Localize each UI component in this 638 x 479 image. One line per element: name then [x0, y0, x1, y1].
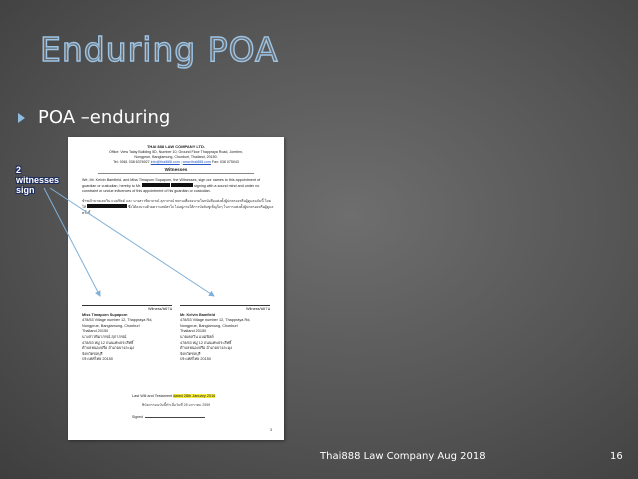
witness-paragraph-start: We, Mr. Kelvin Bamfield, and Miss Timaporn Supaporn, the Witnesses, sign our names to this appointment of guardian or custodian, hereby to Mr.	[82, 178, 261, 189]
address-line-2: Nongprue, Banglamung, Chonburi, Thailand, 20150.	[134, 155, 218, 159]
witness-paragraph-end: signing with a sound mind and under no constraint or undue influences of this appointment of his guardian or custodian.	[82, 184, 260, 194]
witness-left-line: ตำบลหนองปรือ อำเภอบางละมุง	[82, 346, 134, 351]
witness-right-line: ตำบลหนองปรือ อำเภอบางละมุง	[180, 346, 232, 351]
witness-left-line: จังหวัดชลบุรี	[82, 351, 103, 356]
witness-left-name: Miss Timaporn Supaporn	[82, 312, 128, 317]
thai-paragraph-end: ซึ่งได้ลงนามด้วยความสมัครใจ ไม่อยู่ภายใต้การบังคับขู่เข็ญใดๆ ในการแต่งตั้งผู้ปกครองหรือผู้ดูแลครั้งนี้	[82, 204, 274, 215]
slide-footer: Thai888 Law Company Aug 2018	[320, 451, 486, 462]
witness-left-line: Nongprue, Banglamung, Chonburi	[82, 323, 140, 328]
witness-right-line: ประเทศไทย 20150	[180, 357, 211, 362]
will-label: Last Will and Testament	[132, 394, 174, 398]
signature-line-right: Witness/พยาน	[180, 305, 270, 313]
witness-left-line: Thailand 20150	[82, 329, 109, 334]
witness-right-line: 478/53 Village number 12, Thappraya Rd,	[180, 318, 251, 323]
witness-left-line: นางสาวทิมาภรณ์ สุภาภรณ์	[82, 334, 127, 339]
will-date-thai: พินัยกรรมฉบับนี้ทำเมื่อวันที่ 28 มกราคม 2559	[142, 403, 211, 407]
witness-right-line: Thailand 20150	[180, 329, 207, 334]
address-line-1: Office: View Talay Building 5D, Number 10, Ground Floor Thappraya Road, Jomtien,	[109, 150, 243, 154]
signature-line-left: Witness/พยาน	[82, 305, 172, 313]
contact-phone: Tel: 0061 038 6376927	[113, 160, 151, 164]
document-page-number: 3	[270, 428, 272, 432]
witnesses-callout: 2 witnesses sign	[16, 165, 60, 195]
company-name: THAI 888 LAW COMPANY LTD.	[146, 144, 205, 149]
contact-fax: Fax: 038 075043	[210, 160, 239, 164]
witness-right-line: 478/53 หมู่ 12 ถนนเทพประสิทธิ์	[180, 340, 232, 345]
will-date-highlight: dated 28th January 2016	[173, 394, 216, 398]
witness-left-line: 478/53 หมู่ 12 ถนนเทพประสิทธิ์	[82, 340, 134, 345]
contact-separator: ;	[179, 160, 183, 164]
witness-right-line: Nongprue, Banglamung, Chonburi	[180, 323, 238, 328]
contact-email: info@thai888.com	[150, 160, 180, 164]
bullet-text: POA –enduring	[38, 107, 171, 128]
slide-number: 16	[610, 451, 623, 462]
witness-right-line: จังหวัดชลบุรี	[180, 351, 201, 356]
witnesses-heading: Witnesses	[98, 167, 254, 174]
witness-right-name: Mr. Kelvin Bamfield	[180, 312, 216, 317]
arrow-to-left-witness	[44, 188, 100, 296]
witness-right-line: นายเคลวิน แบมฟิลด์	[180, 334, 214, 339]
witness-left-line: 478/53 Village number 12, Thappraya Rd,	[82, 318, 153, 323]
contact-website: www.thai888.com	[182, 160, 211, 164]
arrow-to-right-witness	[50, 188, 214, 296]
signed-label: Signed	[132, 415, 143, 419]
thai-paragraph-start: ข้าพเจ้านายเคลวิน แบมฟิลด์ และ นางสาวทิมาภรณ์ สุภาภรณ์ พยานเพื่อลงนามในหนังสือแต่งตั้งผู้ปกครองหรือผู้ดูแลฉบับนี้ โดยให้	[82, 198, 271, 209]
slide-title: Enduring POA	[40, 30, 279, 69]
witness-left-line: ประเทศไทย 20150	[82, 357, 113, 362]
